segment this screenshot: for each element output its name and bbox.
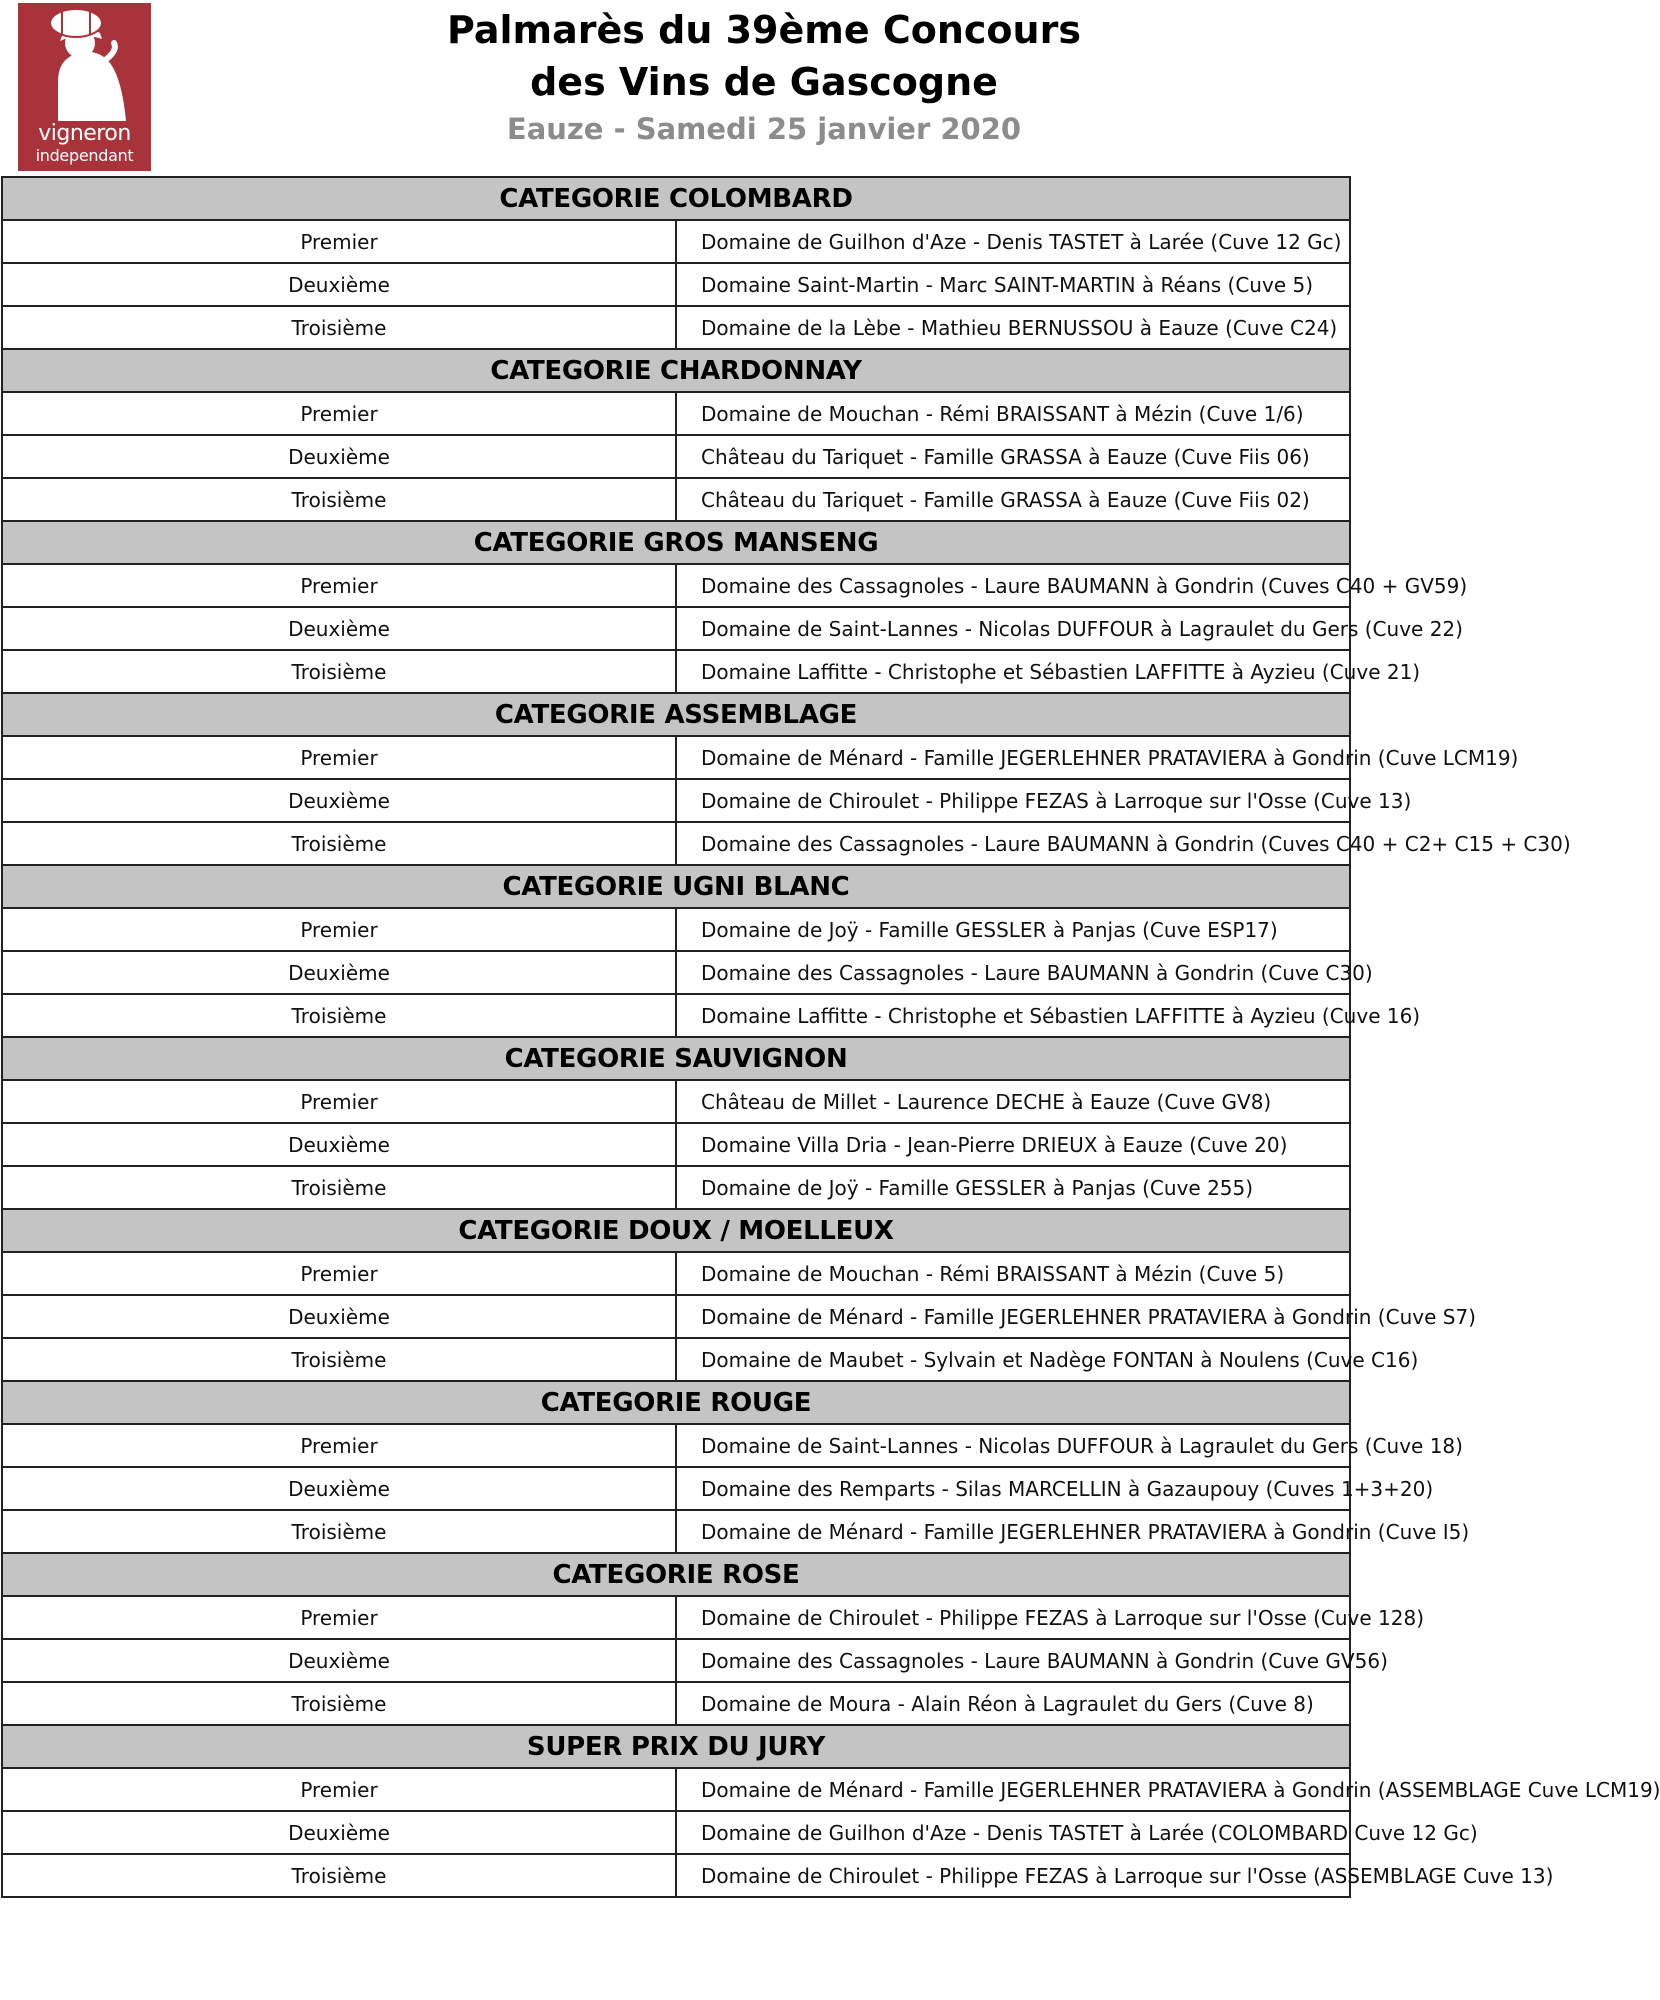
category-title: CATEGORIE SAUVIGNON: [2, 1037, 1350, 1080]
table-row: [2, 306, 1350, 349]
table-row: [2, 1123, 1350, 1166]
rank-cell: Deuxième: [2, 1295, 676, 1338]
winner-cell: Domaine de Chiroulet - Philippe FEZAS à Larroque sur l'Osse (Cuve 13): [676, 779, 1350, 822]
winner-cell: Domaine de Ménard - Famille JEGERLEHNER PRATAVIERA à Gondrin (ASSEMBLAGE Cuve LCM19): [676, 1768, 1350, 1811]
category-title: CATEGORIE UGNI BLANC: [2, 865, 1350, 908]
rank-cell: Deuxième: [2, 1467, 676, 1510]
rank-cell: Troisième: [2, 1682, 676, 1725]
table-row: [2, 1080, 1350, 1123]
rank-cell: Troisième: [2, 822, 676, 865]
rank-cell: Premier: [2, 1080, 676, 1123]
winner-cell: Domaine des Cassagnoles - Laure BAUMANN à Gondrin (Cuve GV56): [676, 1639, 1350, 1682]
rank-cell: Troisième: [2, 1854, 676, 1897]
rank-cell: Premier: [2, 736, 676, 779]
winner-cell: Domaine de Saint-Lannes - Nicolas DUFFOUR à Lagraulet du Gers (Cuve 22): [676, 607, 1350, 650]
winemaker-figure-icon: [18, 3, 151, 123]
category-header-row: [2, 521, 1350, 564]
category-header-row: [2, 1553, 1350, 1596]
winner-cell: Domaine de Guilhon d'Aze - Denis TASTET à Larée (COLOMBARD Cuve 12 Gc): [676, 1811, 1350, 1854]
rank-cell: Troisième: [2, 478, 676, 521]
table-row: [2, 607, 1350, 650]
table-row: [2, 951, 1350, 994]
rank-cell: Troisième: [2, 1510, 676, 1553]
page-title-line2: des Vins de Gascogne: [530, 60, 998, 104]
winner-cell: Domaine de Joÿ - Famille GESSLER à Panjas (Cuve ESP17): [676, 908, 1350, 951]
winner-cell: Domaine de Mouchan - Rémi BRAISSANT à Mézin (Cuve 1/6): [676, 392, 1350, 435]
table-row: [2, 1854, 1350, 1897]
results-table: [1, 176, 1660, 1898]
winner-cell: Domaine Saint-Martin - Marc SAINT-MARTIN à Réans (Cuve 5): [676, 263, 1350, 306]
winner-cell: Domaine Villa Dria - Jean-Pierre DRIEUX à Eauze (Cuve 20): [676, 1123, 1350, 1166]
winner-cell: Château du Tariquet - Famille GRASSA à Eauze (Cuve Fiis 06): [676, 435, 1350, 478]
table-row: [2, 650, 1350, 693]
winner-cell: Château du Tariquet - Famille GRASSA à Eauze (Cuve Fiis 02): [676, 478, 1350, 521]
category-title: CATEGORIE ASSEMBLAGE: [2, 693, 1350, 736]
winner-cell: Domaine des Cassagnoles - Laure BAUMANN à Gondrin (Cuve C30): [676, 951, 1350, 994]
page-subtitle: Eauze - Samedi 25 janvier 2020: [506, 112, 1022, 146]
category-title: CATEGORIE ROSE: [2, 1553, 1350, 1596]
category-header-row: [2, 1037, 1350, 1080]
winner-cell: Domaine de Guilhon d'Aze - Denis TASTET à Larée (Cuve 12 Gc): [676, 220, 1350, 263]
rank-cell: Premier: [2, 1596, 676, 1639]
table-row: [2, 1510, 1350, 1553]
category-header-row: [2, 1725, 1350, 1768]
rank-cell: Premier: [2, 392, 676, 435]
table-row: [2, 478, 1350, 521]
table-row: [2, 1768, 1350, 1811]
logo-line1: vigneron: [38, 121, 131, 146]
table-row: [2, 1596, 1350, 1639]
winner-cell: Domaine de Joÿ - Famille GESSLER à Panjas (Cuve 255): [676, 1166, 1350, 1209]
rank-cell: Premier: [2, 220, 676, 263]
winner-cell: Domaine de Maubet - Sylvain et Nadège FONTAN à Noulens (Cuve C16): [676, 1338, 1350, 1381]
table-row: [2, 1338, 1350, 1381]
vigneron-independant-logo: [18, 3, 151, 171]
winner-cell: Domaine de Saint-Lannes - Nicolas DUFFOUR à Lagraulet du Gers (Cuve 18): [676, 1424, 1350, 1467]
table-row: [2, 779, 1350, 822]
page-header: [0, 0, 1352, 176]
winner-cell: Domaine de Chiroulet - Philippe FEZAS à Larroque sur l'Osse (Cuve 128): [676, 1596, 1350, 1639]
category-title: CATEGORIE COLOMBARD: [2, 177, 1350, 220]
winner-cell: Domaine des Remparts - Silas MARCELLIN à Gazaupouy (Cuves 1+3+20): [676, 1467, 1350, 1510]
category-title: SUPER PRIX DU JURY: [2, 1725, 1350, 1768]
table-row: [2, 822, 1350, 865]
rank-cell: Deuxième: [2, 263, 676, 306]
table-row: [2, 220, 1350, 263]
winner-cell: Domaine des Cassagnoles - Laure BAUMANN à Gondrin (Cuves C40 + GV59): [676, 564, 1350, 607]
winner-cell: Domaine de Moura - Alain Réon à Lagraulet du Gers (Cuve 8): [676, 1682, 1350, 1725]
table-row: [2, 1467, 1350, 1510]
category-header-row: [2, 1381, 1350, 1424]
logo-line2: independant: [35, 146, 134, 165]
rank-cell: Troisième: [2, 650, 676, 693]
rank-cell: Premier: [2, 1768, 676, 1811]
winner-cell: Domaine des Cassagnoles - Laure BAUMANN à Gondrin (Cuves C40 + C2+ C15 + C30): [676, 822, 1350, 865]
category-header-row: [2, 693, 1350, 736]
table-row: [2, 435, 1350, 478]
category-title: CATEGORIE DOUX / MOELLEUX: [2, 1209, 1350, 1252]
rank-cell: Deuxième: [2, 435, 676, 478]
table-row: [2, 1639, 1350, 1682]
category-header-row: [2, 349, 1350, 392]
category-title: CATEGORIE GROS MANSENG: [2, 521, 1350, 564]
table-row: [2, 564, 1350, 607]
winner-cell: Domaine de Chiroulet - Philippe FEZAS à Larroque sur l'Osse (ASSEMBLAGE Cuve 13): [676, 1854, 1350, 1897]
table-row: [2, 1295, 1350, 1338]
table-row: [2, 392, 1350, 435]
winner-cell: Domaine de Ménard - Famille JEGERLEHNER PRATAVIERA à Gondrin (Cuve I5): [676, 1510, 1350, 1553]
rank-cell: Deuxième: [2, 779, 676, 822]
rank-cell: Premier: [2, 908, 676, 951]
category-header-row: [2, 865, 1350, 908]
rank-cell: Deuxième: [2, 1639, 676, 1682]
rank-cell: Premier: [2, 564, 676, 607]
table-row: [2, 1682, 1350, 1725]
rank-cell: Deuxième: [2, 607, 676, 650]
rank-cell: Troisième: [2, 1166, 676, 1209]
rank-cell: Troisième: [2, 306, 676, 349]
rank-cell: Premier: [2, 1252, 676, 1295]
winner-cell: Domaine Laffitte - Christophe et Sébastien LAFFITTE à Ayzieu (Cuve 21): [676, 650, 1350, 693]
table-row: [2, 1811, 1350, 1854]
table-row: [2, 908, 1350, 951]
winner-cell: Domaine de Ménard - Famille JEGERLEHNER PRATAVIERA à Gondrin (Cuve LCM19): [676, 736, 1350, 779]
rank-cell: Troisième: [2, 1338, 676, 1381]
rank-cell: Deuxième: [2, 1123, 676, 1166]
rank-cell: Deuxième: [2, 951, 676, 994]
winner-cell: Château de Millet - Laurence DECHE à Eauze (Cuve GV8): [676, 1080, 1350, 1123]
winner-cell: Domaine de Mouchan - Rémi BRAISSANT à Mézin (Cuve 5): [676, 1252, 1350, 1295]
rank-cell: Premier: [2, 1424, 676, 1467]
category-title: CATEGORIE CHARDONNAY: [2, 349, 1350, 392]
table-row: [2, 1166, 1350, 1209]
rank-cell: Troisième: [2, 994, 676, 1037]
category-title: CATEGORIE ROUGE: [2, 1381, 1350, 1424]
rank-cell: Deuxième: [2, 1811, 676, 1854]
winner-cell: Domaine de la Lèbe - Mathieu BERNUSSOU à Eauze (Cuve C24): [676, 306, 1350, 349]
page-title-line1: Palmarès du 39ème Concours: [447, 8, 1081, 52]
winner-cell: Domaine Laffitte - Christophe et Sébastien LAFFITTE à Ayzieu (Cuve 16): [676, 994, 1350, 1037]
table-row: [2, 1424, 1350, 1467]
table-row: [2, 994, 1350, 1037]
category-header-row: [2, 177, 1350, 220]
category-header-row: [2, 1209, 1350, 1252]
table-row: [2, 736, 1350, 779]
winner-cell: Domaine de Ménard - Famille JEGERLEHNER PRATAVIERA à Gondrin (Cuve S7): [676, 1295, 1350, 1338]
table-row: [2, 1252, 1350, 1295]
table-row: [2, 263, 1350, 306]
